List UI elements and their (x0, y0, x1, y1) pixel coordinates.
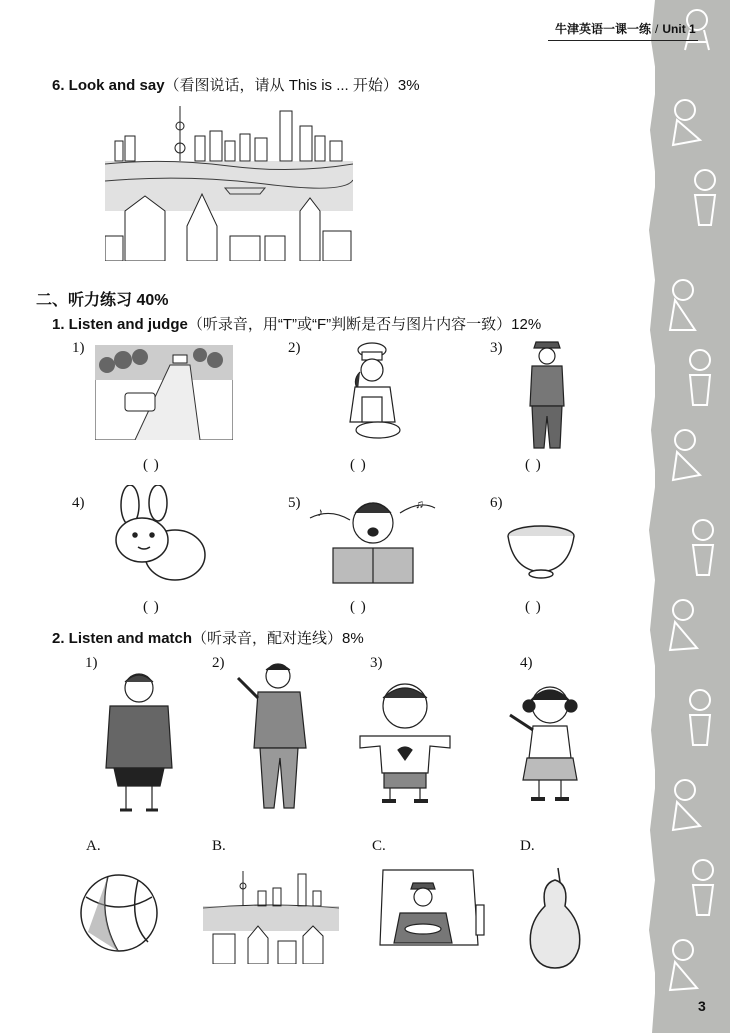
book-title: 牛津英语一课一练 (555, 22, 652, 36)
q1-instruction: （听录音，用“T”或“F”判断是否与图片内容一致）12% (187, 316, 542, 333)
answer-blank[interactable]: ( ) (143, 599, 160, 615)
option-label: B. (212, 838, 226, 854)
item-number: 4) (72, 495, 85, 511)
section6-instruction: （看图说话，请从 This is ... 开始）3% (164, 77, 420, 94)
q2-title: 2. Listen and match (52, 630, 193, 647)
policeman-picture (522, 336, 572, 454)
rabbit-picture (100, 485, 210, 585)
rice-bowl-picture (505, 522, 577, 580)
person-number: 3) (370, 655, 383, 671)
answer-blank[interactable]: ( ) (143, 457, 160, 473)
section6-title: 6. Look and say (52, 77, 165, 94)
item-number: 5) (288, 495, 301, 511)
cook-picture (340, 342, 410, 442)
answer-blank[interactable]: ( ) (350, 457, 367, 473)
option-label: D. (520, 838, 535, 854)
bus-driver-picture (378, 865, 488, 947)
shanghai-skyline-illustration (105, 96, 353, 261)
item-number: 1) (72, 340, 85, 356)
section6-heading (52, 74, 420, 95)
man-in-suit-picture (230, 658, 315, 818)
page-number: 3 (698, 998, 706, 1014)
torn-edge (647, 0, 667, 1033)
person-number: 4) (520, 655, 533, 671)
header-separator: / (655, 22, 659, 36)
pear-picture (525, 866, 585, 971)
svg-text:♪: ♪ (317, 505, 323, 519)
header-rule (548, 40, 698, 41)
answer-blank[interactable]: ( ) (525, 457, 542, 473)
person-number: 1) (85, 655, 98, 671)
road-with-car-picture (95, 345, 233, 440)
boy-with-heart-shirt-picture (350, 678, 460, 806)
q1-heading (52, 313, 541, 334)
answer-blank[interactable]: ( ) (350, 599, 367, 615)
q2-heading (52, 627, 364, 648)
option-label: A. (86, 838, 101, 854)
answer-blank[interactable]: ( ) (525, 599, 542, 615)
ball-picture (78, 872, 160, 954)
girl-picture (505, 680, 590, 805)
part2-heading: 二、听力练习 40% (36, 292, 169, 309)
boy-singing-picture (305, 488, 440, 588)
option-label: C. (372, 838, 386, 854)
page-header (555, 20, 696, 37)
item-number: 2) (288, 340, 301, 356)
q2-instruction: （听录音，配对连线）8% (192, 630, 364, 647)
grandmother-picture (100, 668, 178, 818)
decorative-side-strip (655, 0, 730, 1033)
q1-title: 1. Listen and judge (52, 316, 188, 333)
city-skyline-picture (203, 866, 339, 964)
unit-label: Unit 1 (662, 22, 696, 36)
svg-text:♫: ♫ (415, 497, 424, 511)
person-number: 2) (212, 655, 225, 671)
item-number: 3) (490, 340, 503, 356)
item-number: 6) (490, 495, 503, 511)
